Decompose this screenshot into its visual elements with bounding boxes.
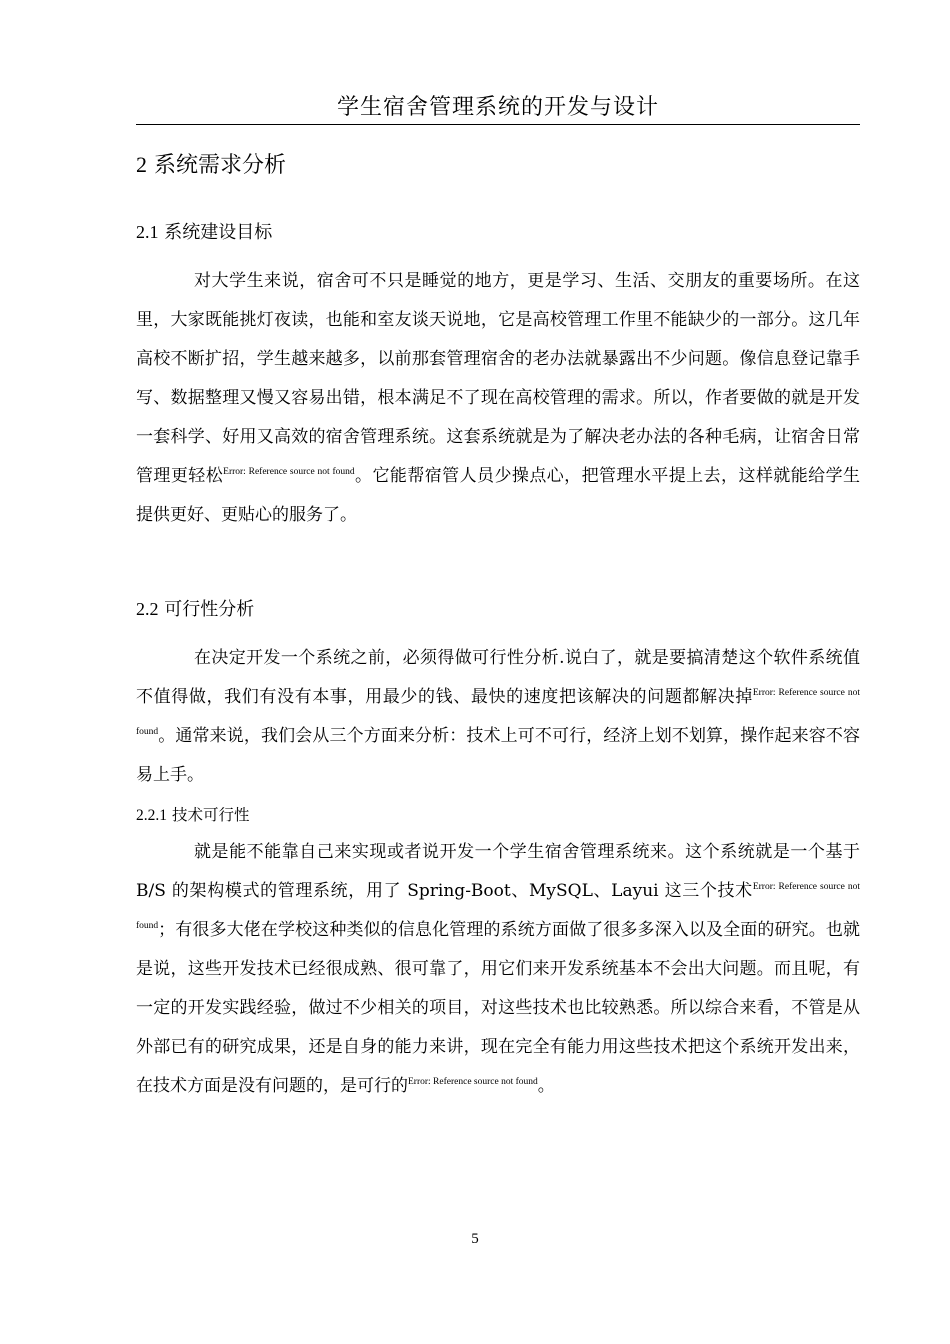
paragraph-goal — [136, 262, 860, 535]
paragraph-text: 对大学生来说，宿舍可不只是睡觉的地方，更是学习、生活、交朋友的重要场所。在这里，大家既能挑灯夜读，也能和室友谈天说地，它是高校管理工作里不能缺少的一部分。这几年高校不断扩招，学生越来越多，以前那套管理宿舍的老办法就暴露出不少问题。像信息登记靠手写、数据整理又慢又容易出错，根本满足不了现在高校管理的需求。所以，作者要做的就是开发一套科学、好用又高效的宿舍管理系统。这套系统就是为了解决老办法的各种毛病，让宿舍日常管理更轻松 — [136, 271, 860, 486]
section-title: 系统建设目标 — [164, 222, 273, 243]
section-title: 系统需求分析 — [154, 153, 287, 178]
section-heading-2-2-1 — [136, 803, 249, 825]
paragraph-text: 。它能帮宿管人员少操点心，把管理水平提上去，这样就能给学生提供更好、更贴心的服务了。 — [136, 466, 861, 525]
section-number: 2.2 — [136, 599, 159, 619]
section-heading-2-1 — [136, 218, 272, 244]
running-header: 学生宿舍管理系统的开发与设计 — [136, 90, 860, 125]
paragraph-text: 就是能不能靠自己来实现或者说开发一个学生宿舍管理系统来。这个系统就是一个基于 B/S 的架构模式的管理系统，用了 Spring-Boot、MySQL、Layui 这三个技术 — [136, 842, 860, 901]
paragraph-text: 。 — [537, 1076, 555, 1096]
page-number: 5 — [471, 1231, 479, 1247]
reference-error: Error: Reference source not found — [136, 688, 860, 737]
section-heading-2-2 — [136, 595, 254, 621]
paragraph-text: 在决定开发一个系统之前，必须得做可行性分析.说白了，就是要搞清楚这个软件系统值不值得做，我们有没有本事，用最少的钱、最快的速度把该解决的问题都解决掉 — [136, 648, 860, 707]
section-title: 技术可行性 — [171, 806, 250, 824]
paragraph-feasibility — [136, 639, 860, 795]
section-number: 2.2.1 — [136, 807, 167, 824]
paragraph-text: 。通常来说，我们会从三个方面来分析：技术上可不可行，经济上划不划算，操作起来容不容易上手。 — [136, 726, 860, 785]
section-title: 可行性分析 — [164, 599, 255, 620]
section-number: 2.1 — [136, 222, 159, 242]
reference-error: Error: Reference source not found — [223, 467, 355, 477]
paragraph-technical — [136, 833, 860, 1106]
paragraph-text: ；有很多大佬在学校这种类似的信息化管理的系统方面做了很多多深入以及全面的研究。也就是说，这些开发技术已经很成熟、很可靠了，用它们来开发系统基本不会出大问题。而且呢，有一定的开发实践经验，做过不少相关的项目，对这些技术也比较熟悉。所以综合来看，不管是从外部已有的研究成果，还是自身的能力来讲，现在完全有能力用这些技术把这个系统开发出来，在技术方面是没有问题的，是可行的 — [136, 920, 860, 1096]
section-number: 2 — [136, 152, 147, 177]
reference-error: Error: Reference source not found — [408, 1077, 538, 1087]
reference-error: Error: Reference source not found — [136, 882, 860, 931]
section-heading-2 — [136, 148, 286, 179]
